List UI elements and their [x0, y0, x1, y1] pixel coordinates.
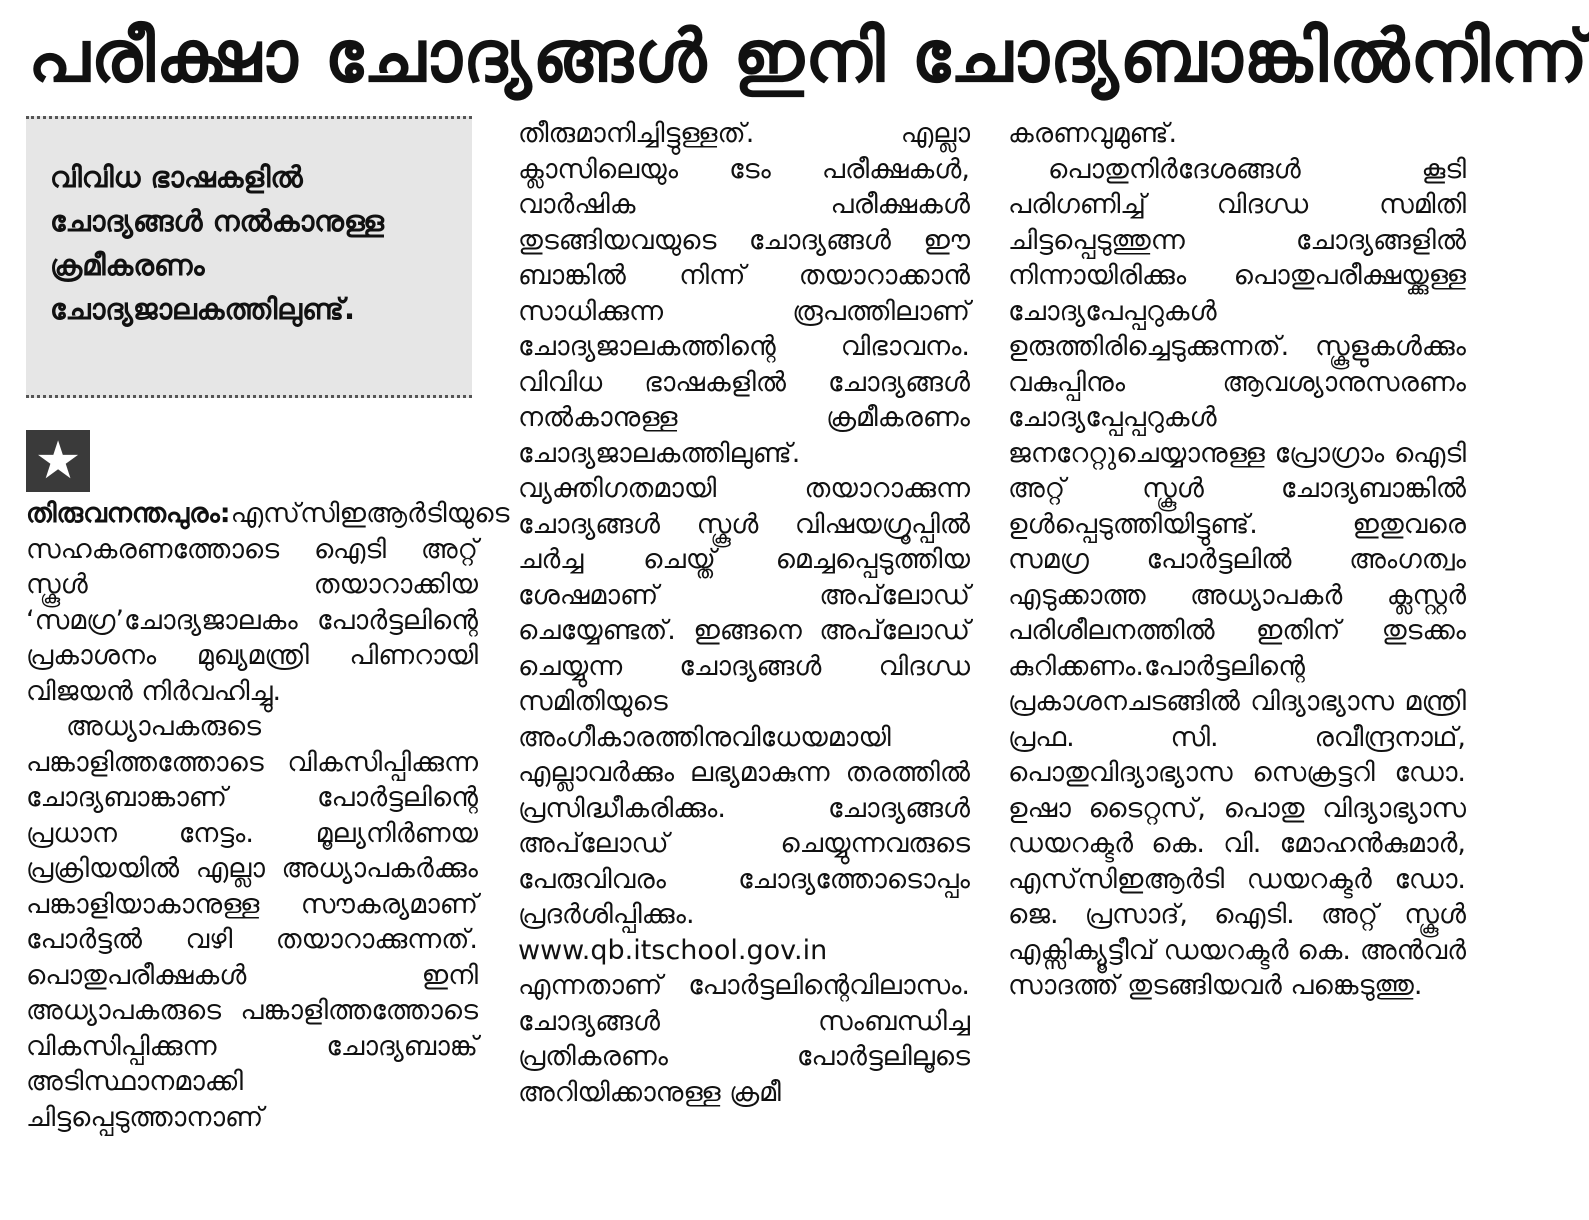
article-column-1	[26, 424, 510, 1184]
article-column-3	[1008, 116, 1466, 1216]
star-icon: ★	[26, 430, 90, 492]
lead-paragraph	[26, 424, 510, 709]
paragraph: എസ്‌സിഇആർടിയുടെ സഹകരണത്തോടെ ഐടി അറ്റ് സ്കൂൾ തയാറാക്കിയ ‘സമഗ്ര’ചോദ്യജാലകം പോർട്ടലിന്റെ പ്രകാശനം മുഖ്യമന്ത്രി പിണറായി വിജയൻ നിർവഹിച്ചു.	[26, 498, 510, 707]
paragraph: തീരുമാനിച്ചിട്ടുള്ളത്. എല്ലാ ക്ലാസിലെയും ടേം പരീക്ഷകൾ, വാർഷിക പരീക്ഷകൾ തുടങ്ങിയവയുടെ ചോദ്യങ്ങൾ ഈ ബാങ്കിൽ നിന്ന് തയാറാക്കാൻ സാധിക്കുന്ന രൂപത്തിലാണ് ചോദ്യജാലകത്തിന്റെ വിഭാവനം. വിവിധ ഭാഷകളിൽ ചോദ്യങ്ങൾ നൽകാനുള്ള ക്രമീകരണം ചോദ്യജാലകത്തിലുണ്ട്. വ്യക്തിഗതമായി തയാറാക്കുന്ന ചോദ്യങ്ങൾ സ്കൂൾ വിഷയഗ്രൂപ്പിൽ ചർച്ച ചെയ്ത് മെച്ചപ്പെടുത്തിയ ശേഷമാണ് അപ്‌ലോഡ് ചെയ്യേണ്ടത്. ഇങ്ങനെ അപ്‌ലോഡ് ചെയ്യുന്ന ചോദ്യങ്ങൾ വിദഗ്ധ സമിതിയുടെ അംഗീകാരത്തിനുവിധേയമായി എല്ലാവർക്കും ലഭ്യമാകുന്ന തരത്തിൽ പ്രസിദ്ധീകരിക്കും. ചോദ്യങ്ങൾ അപ്‌ലോഡ് ചെയ്യുന്നവരുടെ പേരുവിവരം ചോദ്യത്തോടൊപ്പം പ്രദർശിപ്പിക്കും. www.qb.itschool.gov.in എന്നതാണ് പോർട്ടലിന്റെവിലാസം. ചോദ്യങ്ങൾ സംബന്ധിച്ച പ്രതികരണം പോർട്ടലിലൂടെ അറിയിക്കാനുള്ള ക്രമീ	[518, 118, 970, 1108]
paragraph: അധ്യാപകരുടെ പങ്കാളിത്തത്തോടെ വികസിപ്പിക്കുന്ന ചോദ്യബാങ്കാണ് പോർട്ടലിന്റെ പ്രധാന നേട്ടം. മൂല്യനിർണയ പ്രക്രിയയിൽ എല്ലാ അധ്യാപകർക്കും പങ്കാളിയാകാനുള്ള സൗകര്യമാണ് പോർട്ടൽ വഴി തയാറാക്കുന്നത്. പൊതുപരീക്ഷകൾ ഇനി അധ്യാപകരുടെ പങ്കാളിത്തത്തോടെ വികസിപ്പിക്കുന്ന ചോദ്യബാങ്ക് അടിസ്ഥാനമാക്കി ചിട്ടപ്പെടുത്താനാണ്	[26, 711, 478, 1133]
article-column-2	[518, 116, 970, 1216]
paragraph: കരണവുമുണ്ട്.	[1008, 118, 1178, 149]
dateline: തിരുവനന്തപുരം:	[26, 498, 231, 529]
pull-quote: വിവിധ ഭാഷകളിൽ ചോദ്യങ്ങൾ നൽകാനുള്ള ക്രമീകരണം ചോദ്യജാലകത്തിലുണ്ട്.	[26, 116, 472, 398]
headline: പരീക്ഷാ ചോദ്യങ്ങൾ ഇനി ചോദ്യബാങ്കിൽനിന്ന്	[28, 14, 1589, 98]
paragraph: പൊതുനിർദേശങ്ങൾ കൂടി പരിഗണിച്ച് വിദഗ്ധ സമിതി ചിട്ടപ്പെടുത്തുന്ന ചോദ്യങ്ങളിൽ നിന്നായിരിക്കും പൊതുപരീക്ഷയ്ക്കുള്ള ചോദ്യപേപ്പറുകൾ ഉരുത്തിരിച്ചെടുക്കുന്നത്. സ്കൂളുകൾക്കും വകുപ്പിനും ആവശ്യാനുസരണം ചോദ്യപ്പേപ്പറുകൾ ജനറേറ്റുചെയ്യാനുള്ള പ്രോഗ്രാം ഐടി അറ്റ് സ്കൂൾ ചോദ്യബാങ്കിൽ ഉൾപ്പെടുത്തിയിട്ടുണ്ട്. ഇതുവരെ സമഗ്ര പോർട്ടലിൽ അംഗത്വം എടുക്കാത്ത അധ്യാപകർ ക്ലസ്റ്റർ പരിശീലനത്തിൽ ഇതിന് തുടക്കം കുറിക്കണം.പോർട്ടലിന്റെ പ്രകാശനചടങ്ങിൽ വിദ്യാഭ്യാസ മന്ത്രി പ്രഫ. സി. രവീന്ദ്രനാഥ്, പൊതുവിദ്യാഭ്യാസ സെക്രട്ടറി ഡോ. ഉഷാ ടൈറ്റസ്, പൊതു വിദ്യാഭ്യാസ ഡയറക്ടർ കെ. വി. മോഹൻകുമാർ, എസ്‌സിഇആർടി ഡയറക്ടർ ഡോ. ജെ. പ്രസാദ്, ഐടി. അറ്റ് സ്കൂൾ എക്സിക്യൂട്ടീവ് ഡയറക്ടർ കെ. അൻവർ സാദത്ത് തുടങ്ങിയവർ പങ്കെടുത്തു.	[1008, 153, 1466, 1001]
